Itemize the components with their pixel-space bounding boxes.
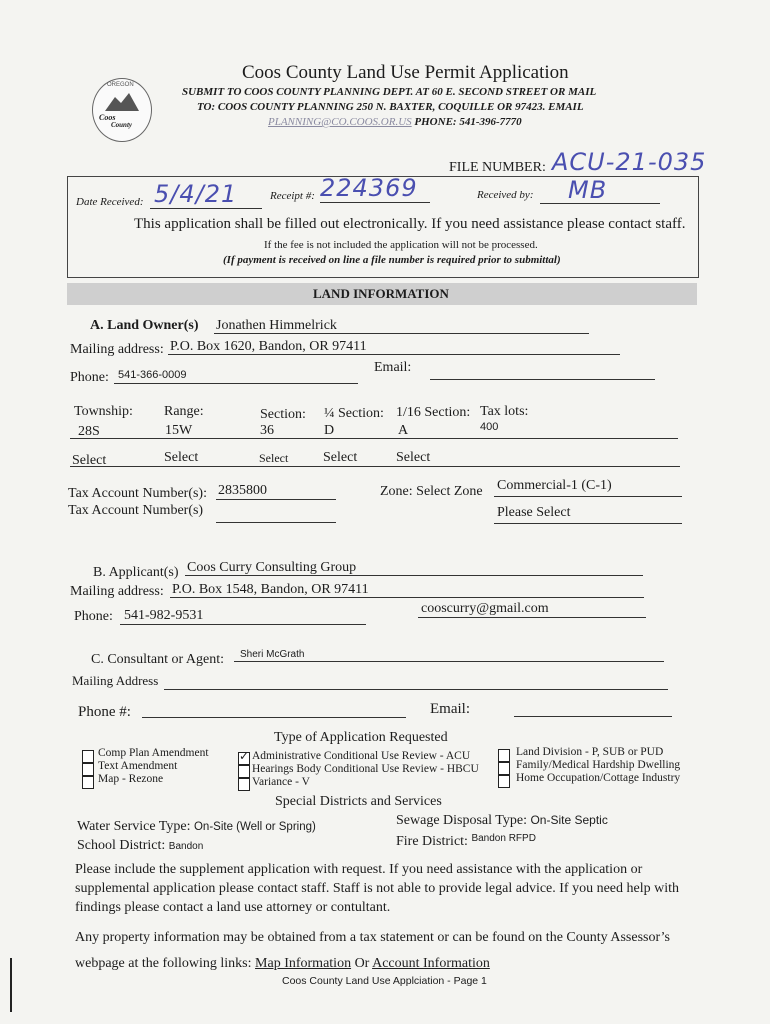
range-select[interactable]: Select — [164, 450, 199, 465]
map-information-link[interactable]: Map Information — [255, 956, 352, 971]
home-occupation-checkbox[interactable] — [498, 775, 510, 788]
fire-district-label: Fire District: — [396, 834, 468, 849]
map-rezone-label: Map - Rezone — [98, 773, 164, 785]
supplement-paragraph: Please include the supplement application with request. If you need assistance with the application or supplemental application please contact staff. Staff is not able to provide legal advice. If you need help with findings please contact a land use attorney or contultant. — [75, 862, 680, 915]
electronic-notice: This application shall be filled out electronically. If you need assistance please contact staff. — [134, 216, 686, 232]
land-division-label: Land Division - P, SUB or PUD — [516, 746, 664, 758]
tax-lots-value[interactable]: 400 — [480, 421, 499, 433]
applicant-phone-label: Phone: — [74, 609, 113, 624]
special-districts-title: Special Districts and Services — [275, 794, 442, 809]
hbcu-checkbox[interactable] — [238, 765, 250, 778]
land-information-title: LAND INFORMATION — [313, 286, 449, 301]
owner-phone-value[interactable]: 541-366-0009 — [118, 369, 187, 381]
seal-text-mid: Coos — [99, 113, 116, 122]
applicant-label: B. Applicant(s) — [93, 565, 179, 580]
submit-line-1: SUBMIT TO COOS COUNTY PLANNING DEPT. AT 60 E. SECOND STREET OR MAIL — [182, 86, 597, 98]
land-division-checkbox[interactable] — [498, 749, 510, 762]
fire-district-select[interactable]: Bandon RFPD — [471, 833, 536, 844]
owner-phone-label: Phone: — [70, 370, 109, 385]
owner-email-field[interactable] — [430, 379, 655, 380]
land-owner-label: A. Land Owner(s) — [90, 318, 199, 333]
hardship-dwelling-label: Family/Medical Hardship Dwelling — [516, 759, 681, 771]
consultant-label: C. Consultant or Agent: — [91, 652, 224, 667]
seal-text-top: OREGON — [107, 82, 134, 88]
seal-text-low: County — [111, 121, 133, 129]
tax-account-value[interactable]: 2835800 — [218, 483, 267, 498]
receipt-label: Receipt #: — [270, 190, 315, 202]
owner-email-label: Email: — [374, 360, 412, 375]
hardship-dwelling-checkbox[interactable] — [498, 762, 510, 775]
variance-checkbox[interactable] — [238, 778, 250, 791]
assessor-paragraph-text: Any property information may be obtained from a tax statement or can be found on the County Assessor’s webpage at the following links: — [75, 930, 670, 971]
range-value[interactable]: 15W — [165, 423, 193, 438]
or-word: Or — [354, 956, 370, 971]
school-district-label: School District: — [77, 838, 166, 853]
tax-lots-label: Tax lots: — [480, 404, 529, 419]
planning-email-link[interactable]: PLANNING@CO.COOS.OR.US — [268, 116, 412, 128]
map-rezone-checkbox[interactable] — [82, 776, 94, 789]
consultant-value[interactable]: Sheri McGrath — [240, 649, 305, 660]
water-service-label: Water Service Type: — [77, 819, 191, 834]
submit-line-2: TO: COOS COUNTY PLANNING 250 N. BAXTER, COQUILLE OR 97423. EMAIL — [197, 101, 584, 113]
fee-note: If the fee is not included the application will not be processed. — [264, 239, 538, 251]
applicant-mailing-label: Mailing address: — [70, 584, 164, 599]
zone-select-2[interactable]: Please Select — [497, 505, 571, 520]
acu-label: Administrative Conditional Use Review - ACU — [252, 750, 471, 762]
account-information-link[interactable]: Account Information — [372, 956, 490, 971]
text-amendment-label: Text Amendment — [98, 760, 178, 772]
quarter-section-select[interactable]: Select — [323, 450, 358, 465]
page-footer: Coos County Land Use Applciation - Page 1 — [282, 975, 487, 987]
consultant-mailing-label: Mailing Address — [72, 673, 159, 688]
quarter-section-value[interactable]: D — [324, 423, 335, 438]
hbcu-label: Hearings Body Conditional Use Review - HBCU — [252, 763, 479, 775]
consultant-phone-field[interactable] — [142, 717, 406, 718]
owner-mailing-label: Mailing address: — [70, 342, 164, 357]
consultant-email-field[interactable] — [514, 716, 672, 717]
home-occupation-label: Home Occupation/Cottage Industry — [516, 772, 681, 784]
date-received-value: 5/4/21 — [154, 180, 238, 208]
receipt-value: 224369 — [320, 174, 418, 202]
school-district-select[interactable]: Bandon — [168, 841, 204, 852]
assessor-paragraph — [75, 925, 697, 977]
section-label: Section: — [260, 407, 306, 422]
applicant-mailing-value[interactable]: P.O. Box 1548, Bandon, OR 97411 — [172, 582, 369, 597]
scan-edge-mark — [10, 958, 12, 1012]
file-number-value: ACU-21-035 — [552, 148, 707, 176]
acu-checkbox[interactable] — [238, 749, 250, 765]
comp-plan-label: Comp Plan Amendment — [98, 747, 209, 759]
quarter-section-label: ¼ Section: — [324, 406, 384, 421]
land-owner-value[interactable]: Jonathen Himmelrick — [216, 318, 337, 333]
text-amendment-checkbox[interactable] — [82, 763, 94, 776]
section-select[interactable]: Select — [259, 451, 289, 465]
consultant-email-label: Email: — [430, 701, 470, 717]
zone-select[interactable]: Commercial-1 (C-1) — [497, 478, 612, 493]
tax-account-label-2: Tax Account Number(s) — [68, 503, 204, 518]
range-label: Range: — [164, 404, 204, 419]
sixteenth-section-select[interactable]: Select — [396, 450, 431, 465]
township-label: Township: — [74, 404, 133, 419]
received-by-label: Received by: — [477, 189, 534, 201]
township-value[interactable]: 28S — [78, 424, 100, 439]
consultant-mailing-field[interactable] — [164, 689, 668, 690]
file-number-label: FILE NUMBER: — [449, 160, 546, 175]
sixteenth-section-label: 1/16 Section: — [396, 405, 471, 420]
payment-note: (If payment is received on line a file number is required prior to submittal) — [223, 254, 561, 266]
sixteenth-section-value[interactable]: A — [398, 423, 409, 438]
planning-phone: PHONE: 541-396-7770 — [414, 116, 522, 128]
water-service-select[interactable]: On-Site (Well or Spring) — [193, 821, 316, 833]
variance-label: Variance - V — [252, 776, 310, 788]
application-type-title: Type of Application Requested — [274, 730, 448, 745]
township-select[interactable]: Select — [72, 453, 107, 468]
applicant-value[interactable]: Coos Curry Consulting Group — [187, 560, 357, 575]
section-value[interactable]: 36 — [260, 423, 274, 438]
date-received-label: Date Received: — [76, 196, 144, 208]
check-mark-icon: ✓ — [239, 749, 250, 763]
applicant-phone-value[interactable]: 541-982-9531 — [124, 608, 204, 623]
comp-plan-checkbox[interactable] — [82, 750, 94, 763]
received-by-value: MB — [568, 176, 608, 204]
county-seal-logo — [92, 78, 152, 142]
zone-label: Zone: Select Zone — [380, 484, 483, 499]
owner-mailing-value[interactable]: P.O. Box 1620, Bandon, OR 97411 — [170, 339, 367, 354]
consultant-phone-label: Phone #: — [78, 704, 131, 720]
sewage-disposal-select[interactable]: On-Site Septic — [530, 813, 608, 827]
applicant-email-value[interactable]: cooscurry@gmail.com — [421, 601, 549, 616]
tax-account-field-2[interactable] — [216, 522, 336, 523]
seal-landscape-icon — [105, 91, 139, 111]
sewage-disposal-label: Sewage Disposal Type: — [396, 813, 527, 828]
page-title: Coos County Land Use Permit Application — [242, 62, 569, 83]
tax-account-label-1: Tax Account Number(s): — [68, 486, 207, 501]
